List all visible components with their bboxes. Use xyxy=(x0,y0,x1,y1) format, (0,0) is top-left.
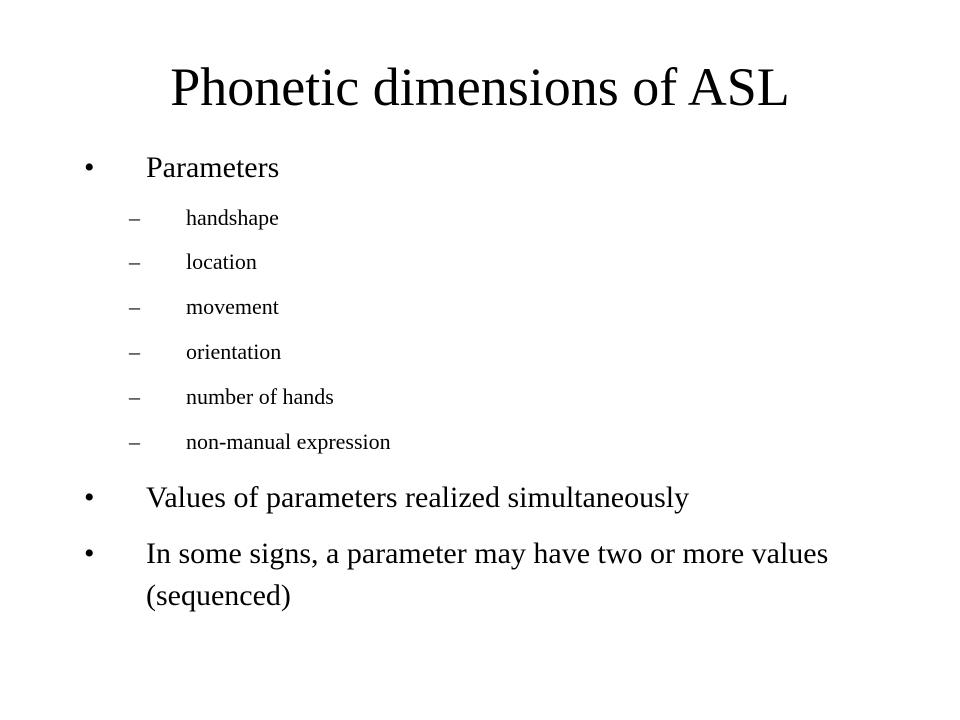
sub-marker: – xyxy=(129,339,140,364)
bullet-text: Parameters xyxy=(146,151,280,184)
sub-marker: – xyxy=(129,294,140,319)
subitem-text: movement xyxy=(186,294,279,319)
subitem-text: handshape xyxy=(186,205,279,230)
subitem-text: non-manual expression xyxy=(186,429,391,454)
sub-marker: – xyxy=(129,249,140,274)
slide-title: Phonetic dimensions of ASL xyxy=(170,57,790,117)
bullet-text: In some signs, a parameter may have two or more values (sequenced) xyxy=(146,537,829,612)
subitem-text: number of hands xyxy=(186,384,334,409)
bullet-text: Values of parameters realized simultaneously xyxy=(146,481,690,514)
subitem-text: location xyxy=(186,249,257,274)
sub-marker: – xyxy=(129,429,140,454)
bullet-marker: • xyxy=(84,151,95,184)
subitem-text: orientation xyxy=(186,339,282,364)
sub-marker: – xyxy=(129,384,140,409)
bullet-marker: • xyxy=(84,481,95,514)
bullet-marker: • xyxy=(84,537,95,570)
sub-marker: – xyxy=(129,205,140,230)
